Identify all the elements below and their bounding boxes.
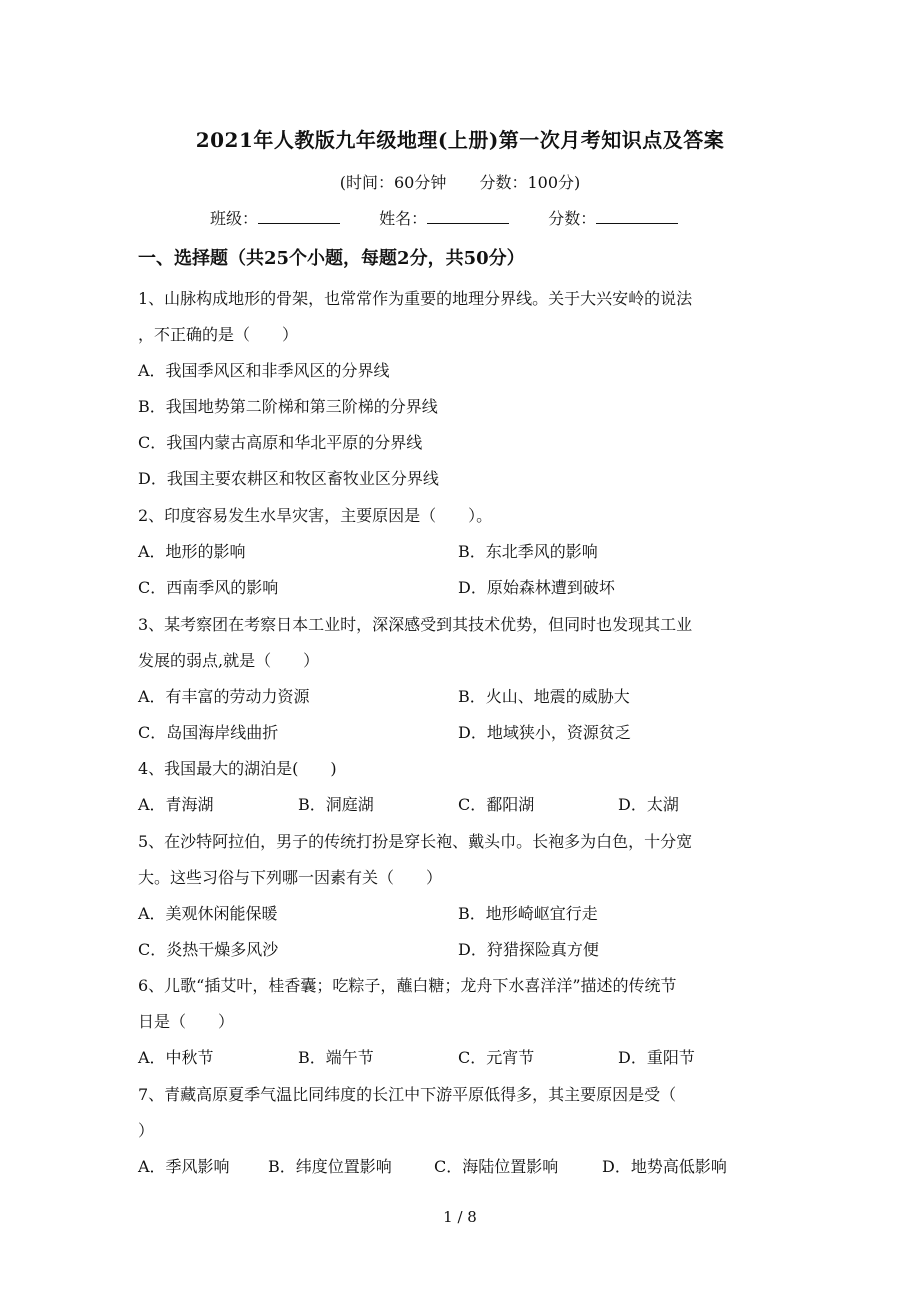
answer-option: B．火山、地震的威胁大 [458, 687, 630, 706]
name-field [379, 206, 509, 229]
answer-option: D．太湖 [618, 795, 679, 814]
answer-option: D．地势高低影响 [602, 1157, 727, 1176]
class-blank [258, 209, 340, 224]
question-stem: 2、印度容易发生水旱灾害，主要原因是（ ）。 [138, 506, 493, 525]
page-title: 2021年人教版九年级地理(上册)第一次月考知识点及答案 [195, 128, 725, 152]
option-row [138, 542, 778, 562]
answer-option: A．有丰富的劳动力资源 [138, 687, 310, 706]
answer-option: C．鄱阳湖 [458, 795, 535, 814]
name-blank [427, 209, 509, 224]
exam-subtitle [0, 170, 920, 193]
option-row [138, 687, 778, 707]
answer-option: B．我国地势第二阶梯和第三阶梯的分界线 [138, 397, 438, 416]
student-info-line [210, 206, 712, 229]
answer-option: B．洞庭湖 [298, 795, 374, 814]
question-stem: ，不正确的是（ ） [138, 325, 299, 344]
name-label: 姓名： [379, 209, 428, 228]
score-total-label: 分数：100分) [479, 173, 581, 192]
answer-option: C．岛国海岸线曲折 [138, 723, 279, 742]
option-row [138, 904, 778, 924]
section-title: 一、选择题（共25个小题，每题2分，共50分） [138, 248, 525, 269]
question-stem: 日是（ ） [138, 1012, 235, 1031]
answer-option: C．西南季风的影响 [138, 578, 279, 597]
answer-option: A．青海湖 [138, 795, 214, 814]
answer-option: A．地形的影响 [138, 542, 246, 561]
answer-option: C．炎热干燥多风沙 [138, 940, 279, 959]
question-stem: 5、在沙特阿拉伯，男子的传统打扮是穿长袍、戴头巾。长袍多为白色，十分宽 [138, 832, 693, 851]
answer-option: D．我国主要农耕区和牧区畜牧业区分界线 [138, 469, 439, 488]
answer-option: B．端午节 [298, 1048, 374, 1067]
answer-option: A．中秋节 [138, 1048, 214, 1067]
question-stem: 6、儿歌“插艾叶，桂香囊；吃粽子，蘸白糖；龙舟下水喜洋洋”描述的传统节 [138, 976, 677, 995]
class-label: 班级： [210, 209, 259, 228]
answer-option: B．东北季风的影响 [458, 542, 598, 561]
question-stem: 发展的弱点,就是（ ） [138, 651, 320, 670]
answer-option: A．季风影响 [138, 1157, 230, 1176]
question-stem: ） [138, 1121, 155, 1140]
answer-option: D．重阳节 [618, 1048, 695, 1067]
answer-option: B．纬度位置影响 [268, 1157, 392, 1176]
option-row [138, 578, 778, 598]
answer-option: B．地形崎岖宜行走 [458, 904, 598, 923]
question-stem: 7、青藏高原夏季气温比同纬度的长江中下游平原低得多，其主要原因是受（ [138, 1085, 677, 1104]
answer-option: C．我国内蒙古高原和华北平原的分界线 [138, 433, 423, 452]
answer-option: A．美观休闲能保暖 [138, 904, 278, 923]
answer-option: C．海陆位置影响 [434, 1157, 559, 1176]
option-row [138, 940, 778, 960]
score-field [548, 206, 678, 229]
score-blank [596, 209, 678, 224]
option-row [138, 723, 778, 743]
question-stem: 1、山脉构成地形的骨架，也常常作为重要的地理分界线。关于大兴安岭的说法 [138, 289, 693, 308]
question-stem: 大。这些习俗与下列哪一因素有关（ ） [138, 868, 443, 887]
answer-option: D．狩猎探险真方便 [458, 940, 599, 959]
answer-option: C．元宵节 [458, 1048, 535, 1067]
class-field [210, 206, 340, 229]
question-stem: 3、某考察团在考察日本工业时，深深感受到其技术优势，但同时也发现其工业 [138, 615, 693, 634]
page-number: 1 / 8 [443, 1208, 477, 1226]
answer-option: D．地域狭小，资源贫乏 [458, 723, 631, 742]
question-stem: 4、我国最大的湖泊是( ) [138, 759, 337, 778]
time-label: (时间：60分钟 [339, 173, 447, 192]
answer-option: A．我国季风区和非季风区的分界线 [138, 361, 390, 380]
answer-option: D．原始森林遭到破坏 [458, 578, 615, 597]
score-label: 分数： [548, 209, 597, 228]
